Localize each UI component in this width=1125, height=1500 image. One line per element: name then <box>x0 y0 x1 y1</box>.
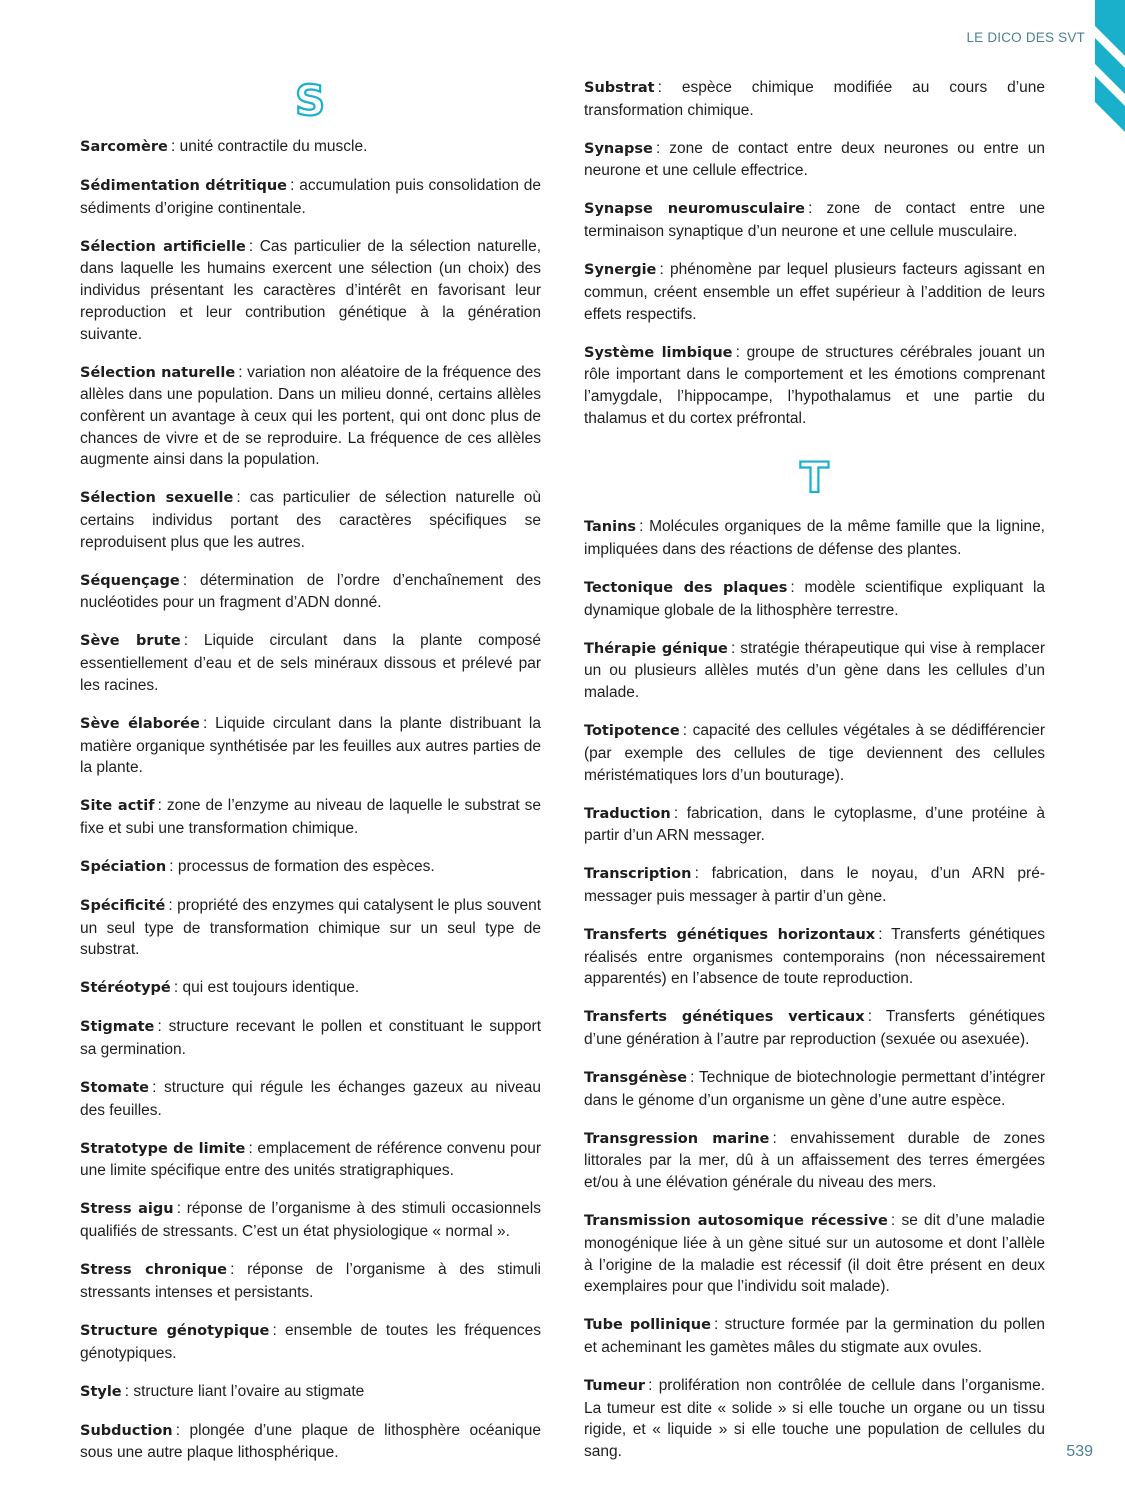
glossary-entry <box>584 924 1045 990</box>
glossary-entry <box>80 487 541 553</box>
entry-term: Synergie <box>584 262 657 279</box>
term-separator: : <box>121 1382 134 1400</box>
term-separator: : <box>636 518 650 536</box>
entry-definition: zone de contact entre une terminaison synaptique d’un neurone et une cellule musculaire. <box>584 200 1046 241</box>
decorative-stripes-icon <box>1095 0 1125 134</box>
entry-definition: capacité des cellules végétales à se dédifférencier (par exemple des cellules de tige deviennent des cellules méristématiques lors d’un bouturage). <box>584 722 1046 784</box>
entry-term: Tanins <box>584 519 637 536</box>
term-separator: : <box>199 714 216 732</box>
term-separator: : <box>154 797 167 815</box>
term-separator: : <box>287 177 300 194</box>
glossary-entry <box>80 630 541 696</box>
glossary-entry <box>584 1210 1045 1298</box>
term-separator: : <box>769 1129 791 1147</box>
entry-term: Totipotence <box>584 723 680 740</box>
entry-term: Style <box>80 1383 122 1400</box>
entry-definition: Liquide circulant dans la plante distribuant la matière organique synthétisée par les feuilles aux autres parties de la plante. <box>80 714 541 777</box>
entry-definition: structure qui régule les échanges gazeux au niveau des feuilles. <box>80 1079 541 1119</box>
term-separator: : <box>245 237 260 255</box>
entry-term: Sélection sexuelle <box>80 490 234 507</box>
term-separator: : <box>679 722 693 740</box>
entry-definition: Liquide circulant dans la plante composé essentiellement d’eau et de sels minéraux dissous et prélevé par les racines. <box>80 632 542 694</box>
entry-definition: cas particulier de sélection naturelle où certains individus portant des caractères spécifiques se reproduisent plus que les autres. <box>80 489 541 551</box>
entry-term: Spécificité <box>80 897 166 914</box>
running-header: LE DICO DES SVT <box>966 30 1085 45</box>
entry-term: Substrat <box>584 80 655 96</box>
entry-term: Stéréotypé <box>80 980 171 997</box>
entry-term: Synapse neuromusculaire <box>584 201 805 218</box>
entry-definition: accumulation puis consolidation de sédiments d’origine continentale. <box>80 177 541 217</box>
entry-definition: zone de l’enzyme au niveau de laquelle le substrat se fixe et subi une transformation chimique. <box>80 797 541 837</box>
glossary-entry <box>584 342 1045 430</box>
entry-definition: propriété des enzymes qui catalysent le plus souvent un seul type de transformation chimique sur un seul type de substrat. <box>80 896 541 959</box>
entry-definition: groupe de structures cérébrales jouant un rôle important dans le comportement et les émotions comprenant l’amygdale, l’hippocampe, l’hypothalamus et une partie du thalamus et du cortex préfrontal. <box>584 343 1046 427</box>
entry-term: Spéciation <box>80 858 167 875</box>
entry-term: Séquençage <box>80 572 180 589</box>
glossary-entry <box>584 1006 1045 1050</box>
glossary-entry <box>584 1067 1045 1111</box>
term-separator: : <box>875 925 892 943</box>
glossary-entry <box>584 863 1045 907</box>
term-separator: : <box>670 804 687 822</box>
entry-definition: réponse de l’organisme à des stimuli stressants intenses et persistants. <box>80 1261 541 1301</box>
entry-term: Site actif <box>80 798 155 815</box>
term-separator: : <box>167 138 180 155</box>
term-separator: : <box>805 200 827 218</box>
entry-definition: espèce chimique modifiée au cours d’une transformation chimique. <box>584 79 1046 119</box>
glossary-entry <box>80 1138 541 1182</box>
entry-definition: ensemble de toutes les fréquences génotypiques. <box>80 1321 542 1362</box>
glossary-entry <box>80 1077 541 1121</box>
term-separator: : <box>149 1079 164 1097</box>
entry-term: Stratotype de limite <box>80 1140 246 1157</box>
term-separator: : <box>645 1376 659 1394</box>
term-separator: : <box>245 1139 258 1157</box>
entry-definition: modèle scientifique expliquant la dynamique globale de la lithosphère terrestre. <box>584 579 1046 619</box>
glossary-entry <box>584 198 1045 242</box>
entry-term: Stigmate <box>80 1019 155 1036</box>
entry-definition: unité contractile du muscle. <box>179 138 368 155</box>
term-separator: : <box>226 1261 248 1279</box>
term-separator: : <box>180 632 204 650</box>
entry-definition: envahissement durable de zones littorales par la mer, dû à un affaissement des terres émergées et/ou à une élévation générale du niveau des mers. <box>584 1129 1046 1192</box>
entry-term: Sarcomère <box>80 139 168 155</box>
term-separator: : <box>732 343 747 361</box>
entry-definition: Transferts génétiques d’une génération à l’autre par reproduction (sexuée ou asexuée). <box>584 1008 1045 1049</box>
glossary-entry <box>80 236 541 346</box>
entry-term: Stomate <box>80 1080 149 1097</box>
glossary-entry <box>80 1259 541 1303</box>
entry-term: Transferts génétiques verticaux <box>584 1009 865 1026</box>
entry-term: Transcription <box>584 866 692 883</box>
entry-definition: Transferts génétiques réalisés entre organismes contemporains (non nécessairement apparentés) en l’absence de toute reproduction. <box>584 925 1045 988</box>
entry-definition: variation non aléatoire de la fréquence des allèles dans une population. Dans un milieu donné, certains allèles confèrent un avantage à ceux qui les portent, qui ont donc plus de chances de vivre et de se reproduire. La fréquence de ces allèles augmente ainsi dans la population. <box>80 363 541 469</box>
glossary-entry <box>80 856 541 879</box>
glossary-entry <box>80 895 541 961</box>
entry-term: Tube pollinique <box>584 1317 711 1334</box>
entry-term: Subduction <box>80 1422 173 1439</box>
term-separator: : <box>727 639 741 657</box>
glossary-entry <box>584 803 1045 847</box>
glossary-entry <box>80 977 541 1000</box>
section-letter-t: T <box>800 453 829 503</box>
entry-term: Stress aigu <box>80 1201 174 1218</box>
term-separator: : <box>864 1008 886 1026</box>
entry-term: Sélection naturelle <box>80 364 236 381</box>
entry-definition: prolifération non contrôlée de cellule dans l’organisme. La tumeur est dite « solide » si elle touche un organe ou un tissu rigide, et « liquide » si elle touche une population de cellules du sang. <box>584 1376 1045 1461</box>
glossary-entry <box>584 720 1045 786</box>
section-letter-s: S <box>295 76 326 125</box>
term-separator: : <box>691 865 712 883</box>
entry-definition: réponse de l’organisme à des stimuli occasionnels qualifiés de stressants. C’est un état physiologique « normal ». <box>80 1200 541 1241</box>
entry-term: Structure génotypique <box>80 1322 270 1339</box>
term-separator: : <box>887 1212 902 1230</box>
entry-term: Système limbique <box>584 344 733 361</box>
entry-term: Transmission autosomique récessive <box>584 1213 888 1230</box>
entry-definition: emplacement de référence convenu pour une limite spécifique entre des unités stratigraphiques. <box>80 1139 541 1180</box>
entry-term: Transgression marine <box>584 1130 770 1147</box>
term-separator: : <box>233 489 250 507</box>
entry-term: Sève brute <box>80 633 181 650</box>
glossary-column-right <box>584 77 1045 1479</box>
entry-definition: structure liant l’ovaire au stigmate <box>133 1382 365 1400</box>
glossary-entry <box>584 1128 1045 1194</box>
glossary-entry <box>80 1320 541 1364</box>
entry-definition: détermination de l’ordre d’enchaînement des nucléotides pour un fragment d’ADN donné. <box>80 571 541 612</box>
glossary-entry <box>80 795 541 839</box>
entry-term: Sélection artificielle <box>80 238 246 255</box>
glossary-entry <box>80 1198 541 1242</box>
term-separator: : <box>165 896 178 914</box>
glossary-entry <box>80 362 541 472</box>
glossary-entry <box>80 570 541 614</box>
entry-term: Sédimentation détritique <box>80 178 288 194</box>
entry-definition: qui est toujours identique. <box>182 979 360 997</box>
entry-definition: processus de formation des espèces. <box>177 857 435 875</box>
glossary-entry <box>584 77 1045 121</box>
glossary-entry <box>584 1314 1045 1358</box>
term-separator: : <box>235 363 248 381</box>
entry-term: Stress chronique <box>80 1262 227 1279</box>
glossary-entry <box>80 1016 541 1060</box>
term-separator: : <box>687 1069 700 1087</box>
entry-term: Thérapie génique <box>584 640 728 657</box>
glossary-entry <box>584 638 1045 704</box>
entry-definition: Technique de biotechnologie permettant d’intégrer dans le génome d’un organisme un gène d’une autre espèce. <box>584 1069 1045 1109</box>
entry-term: Transferts génétiques horizontaux <box>584 926 876 943</box>
entry-definition: se dit d’une maladie monogénique liée à un gène situé sur un autosome et dont l’allèle à l’origine de la maladie est récessif (il doit être présent en deux exemplaires pour que l’individu soit malade). <box>584 1212 1045 1296</box>
glossary-column-left <box>80 136 541 1480</box>
term-separator: : <box>166 857 178 875</box>
term-separator: : <box>170 979 183 997</box>
glossary-entry <box>584 259 1045 325</box>
entry-definition: Cas particulier de la sélection naturelle, dans laquelle les humains exercent une sélection (un choix) des individus présentant les caractères d’intérêt en favorisant leur reproduction et leur contribution génétique à la génération suivante. <box>80 237 542 343</box>
entry-definition: zone de contact entre deux neurones ou entre un neurone et une cellule effectrice. <box>584 139 1045 180</box>
entry-term: Transgénèse <box>584 1070 688 1087</box>
entry-definition: Molécules organiques de la même famille que la lignine, impliquées dans des réactions de défense des plantes. <box>584 518 1045 559</box>
glossary-entry <box>584 138 1045 182</box>
entry-term: Traduction <box>584 805 671 822</box>
entry-definition: fabrication, dans le cytoplasme, d’une protéine à partir d’un ARN messager. <box>584 804 1045 845</box>
term-separator: : <box>269 1321 286 1339</box>
glossary-entry <box>584 516 1045 560</box>
entry-definition: fabrication, dans le noyau, d’un ARN pré-messager puis messager à partir d’un gène. <box>584 865 1045 905</box>
glossary-entry <box>80 1420 541 1464</box>
term-separator: : <box>656 261 671 279</box>
entry-definition: stratégie thérapeutique qui vise à remplacer un ou plusieurs allèles mutés d’un gène dans les cellules d’un malade. <box>584 639 1046 702</box>
glossary-entry <box>80 1381 541 1404</box>
glossary-entry <box>80 136 541 159</box>
glossary-entry <box>584 1375 1045 1463</box>
term-separator: : <box>787 579 805 597</box>
term-separator: : <box>154 1018 169 1036</box>
entry-term: Synapse <box>584 140 653 157</box>
entry-definition: structure recevant le pollen et constituant le support sa germination. <box>80 1018 542 1059</box>
term-separator: : <box>179 571 201 589</box>
entry-definition: plongée d’une plaque de lithosphère océanique sous une autre plaque lithosphérique. <box>80 1421 541 1462</box>
term-separator: : <box>173 1200 187 1218</box>
glossary-entry <box>80 175 541 219</box>
entry-term: Tectonique des plaques <box>584 580 788 597</box>
term-separator: : <box>172 1421 190 1439</box>
entry-definition: structure formée par la germination du pollen et acheminant les gamètes mâles du stigmate aux ovules. <box>584 1316 1045 1356</box>
entry-term: Tumeur <box>584 1377 646 1394</box>
glossary-entry <box>80 713 541 779</box>
page-number: 539 <box>1066 1443 1093 1460</box>
term-separator: : <box>654 79 682 96</box>
glossary-entry <box>584 577 1045 621</box>
entry-definition: phénomène par lequel plusieurs facteurs agissant en commun, créent ensemble un effet supérieur à l’addition de leurs effets respectifs. <box>584 261 1046 323</box>
entry-term: Sève élaborée <box>80 715 200 732</box>
term-separator: : <box>710 1316 725 1334</box>
term-separator: : <box>652 139 670 157</box>
